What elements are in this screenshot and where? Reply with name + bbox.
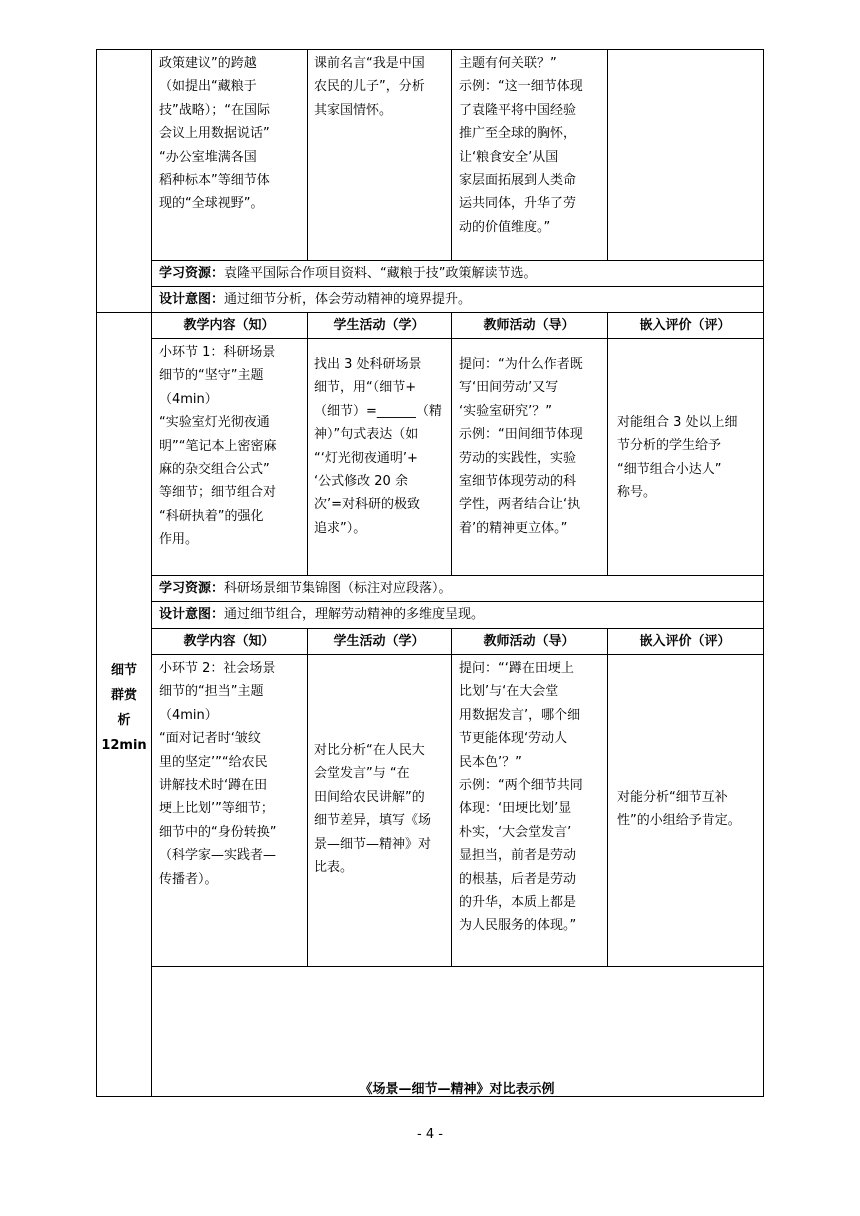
block1-eval-cell [617,411,738,505]
text-line: “‘灯光彻夜通明’+ [314,450,418,466]
text-line: 会议上用数据说话” [159,126,270,142]
text-line: （科学家—实践者— [159,848,277,864]
text-line: 次’=对科研的极致 [314,497,421,513]
text-line: 农民的儿子”，分析 [314,79,425,95]
text-line: 政策建议”的跨越 [159,56,257,71]
text-line: 会堂发言”与 “在 [314,766,410,782]
text-line: 主题有何关联？” [459,56,557,71]
text-line: 着’的精神更立体。” [459,520,568,536]
intent-label: 设计意图： [159,292,225,307]
intent-text: 通过细节组合，理解劳动精神的多维度呈现。 [224,607,485,622]
header-content: 教学内容（知） [183,318,275,333]
top-teacher-cell [459,52,583,239]
block2-content-cell [159,657,276,891]
text-line: ‘实验室研究’？” [459,403,552,419]
resource-label: 学习资源： [159,266,225,281]
text-line: （4min） [159,707,218,723]
section-label-line: 析 [117,713,131,728]
text-line: 里的坚定’”“给农民 [159,754,268,770]
section-label [97,658,151,758]
resource-label: 学习资源： [159,581,225,596]
block1-resource-row [159,580,452,598]
block1-intent-row [159,606,484,624]
header-content: 教学内容（知） [183,634,275,649]
text-line: 示例：“两个细节共同 [459,777,583,793]
text-line: 小环节 1：科研场景 [159,345,276,360]
section-label-line: 12min [101,738,147,753]
text-line: 麻的杂交组合公式” [159,461,270,477]
text-line: （4min） [159,391,218,407]
text-line: 了袁隆平将中国经验 [459,102,577,118]
text-line: 对能组合 3 处以上细 [617,415,738,430]
text-line: 找出 3 处科研场景 [314,357,422,372]
text-line: 劳动的实践性，实验 [459,450,577,466]
text-line: 景—细节—精神》对 [314,836,432,852]
text-line: 的升华，本质上都是 [459,894,577,910]
text-line: 推广至全球的胸怀， [459,126,577,142]
resource-text: 科研场景细节集锦图（标注对应段落）。 [224,581,452,596]
text-line: 显担当，前者是劳动 [459,848,577,864]
resource-text: 袁隆平国际合作项目资料、“藏粮于技”政策解读节选。 [224,266,537,281]
text-line: 细节差异，填写《场 [314,813,432,829]
text-line: 示例：“这一细节体现 [459,79,583,95]
text-line: 追求”）。 [314,520,367,536]
text-line: 现的“全球视野”。 [159,196,264,212]
text-line: 朴实，‘大会堂发言’ [459,824,572,840]
block2-eval-cell [617,786,741,833]
text-line: 稻种标本”等细节体 [159,172,270,188]
text-line: 性”的小组给予肯定。 [617,813,741,829]
text-line: 田间给农民讲解”的 [314,789,425,805]
text-line: “实验室灯光彻夜通 [159,415,270,431]
text-line: 运共同体，升华了劳 [459,196,577,212]
text-line: 节更能体现‘劳动人 [459,731,568,747]
header-eval: 嵌入评价（评） [639,634,731,649]
header-student: 学生活动（学） [333,318,425,333]
text-line: 讲解技术时‘蹲在田 [159,777,268,793]
text-line: 比划’与‘在大会堂 [459,684,559,700]
text-line: 等细节；细节组合对 [159,485,277,501]
header-student: 学生活动（学） [333,634,425,649]
block2-student-cell [314,739,431,879]
text-line: 神）”句式表达（如 [314,427,419,443]
header-eval: 嵌入评价（评） [639,318,731,333]
text-line: 为人民服务的体现。” [459,918,577,934]
block2-teacher-cell [459,657,583,938]
block1-content-cell [159,341,276,552]
intent-label: 设计意图： [159,607,225,622]
top-resource-row [159,265,537,283]
text-line: 写‘田间劳动’又写 [459,380,559,396]
text-line: （如提出“藏粮于 [159,79,257,95]
text-line: 家层面拓展到人类命 [459,172,577,188]
figure-caption: 《场景—细节—精神》对比表示例 [359,1082,555,1097]
text-line: 细节，用“（细节+ [314,380,417,396]
text-line: 的根基，后者是劳动 [459,871,577,887]
text-line: 学性，两者结合让‘执 [459,497,581,513]
text-line: 动的价值维度。” [459,219,551,235]
text-line: 其家国情怀。 [314,102,393,118]
text-line: 民本色’？” [459,754,522,770]
text-line: 节分析的学生给予 [617,438,722,454]
intent-text: 通过细节分析，体会劳动精神的境界提升。 [224,292,472,307]
text-line: 对比分析“在人民大 [314,743,425,758]
text-line: 对能分析“细节互补 [617,790,728,805]
top-intent-row [159,291,471,309]
text-line: 明”“笔记本上密密麻 [159,438,277,454]
section-label-line: 细节 [110,663,137,678]
text-line: “细节组合小达人” [617,461,722,477]
text-line: （细节）=______（精 [314,403,442,419]
text-line: 埂上比划’”等细节； [159,801,274,817]
header-teacher: 教师活动（导） [483,634,575,649]
text-line: ‘公式修改 20 余 [314,473,408,489]
text-line: 用数据发言’，哪个细 [459,707,581,723]
section-label-line: 群赏 [110,688,137,703]
text-line: 作用。 [159,532,199,548]
text-line: 室细节体现劳动的科 [459,473,577,489]
text-line: 细节的“担当”主题 [159,684,264,700]
block1-student-cell [314,353,442,540]
text-line: 比表。 [314,859,354,875]
text-line: 技”战略）；“在国际 [159,102,270,118]
text-line: 让‘粮食安全’从国 [459,149,559,165]
header-teacher: 教师活动（导） [483,318,575,333]
text-line: 细节的“坚守”主题 [159,368,264,384]
block1-teacher-cell [459,353,583,540]
page-number: - 4 - [417,1127,443,1142]
text-line: 传播者）。 [159,871,218,887]
text-line: 细节中的“身份转换” [159,824,277,840]
text-line: 称号。 [617,485,657,501]
text-line: 小环节 2：社会场景 [159,661,276,676]
text-line: 体现：‘田埂比划’显 [459,801,572,817]
top-student-cell [314,52,425,122]
text-line: “面对记者时‘皱纹 [159,731,261,747]
text-line: 提问：“‘蹲在田埂上 [459,661,574,676]
text-line: “科研执着”的强化 [159,508,264,524]
text-line: 课前名言“我是中国 [314,56,425,71]
text-line: “办公室堆满各国 [159,149,257,165]
text-line: 示例：“田间细节体现 [459,427,583,443]
text-line: 提问：“为什么作者既 [459,357,583,372]
top-content-cell [159,52,270,216]
